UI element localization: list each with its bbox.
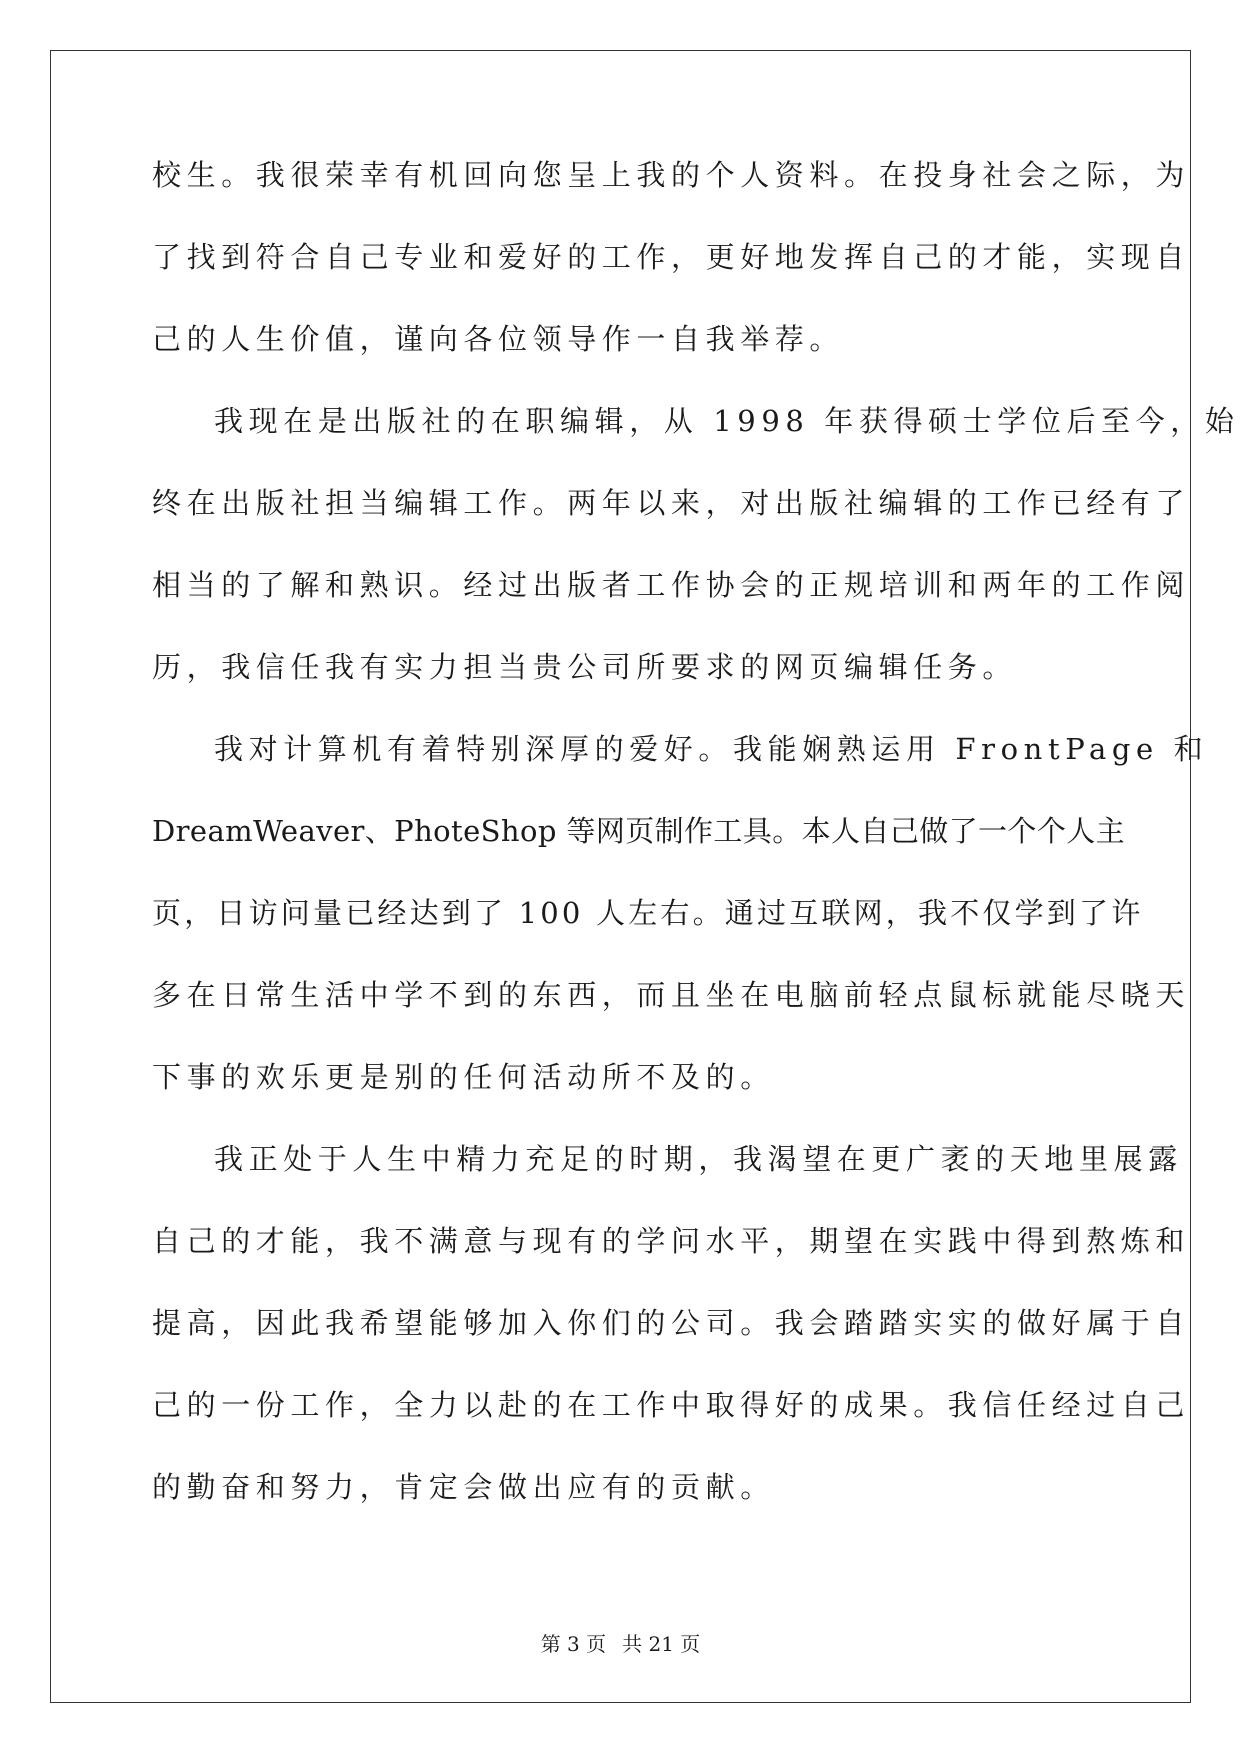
text-line: DreamWeaver、PhoteShop 等网页制作工具。本人自己做了一个个人主 [152,814,1126,848]
text-line: 提高，因此我希望能够加入你们的公司。我会踏踏实实的做好属于自 [152,1306,1191,1340]
document-body [152,158,1240,1554]
text-line: 相当的了解和熟识。经过出版者工作协会的正规培训和两年的工作阅 [152,568,1191,602]
text-line: 了找到符合自己专业和爱好的工作，更好地发挥自己的才能，实现自 [152,240,1191,274]
text-line: 下事的欢乐更是别的任何活动所不及的。 [152,1060,775,1094]
text-line: 己的人生价值，谨向各位领导作一自我举荐。 [152,322,845,356]
page-footer [0,1628,1241,1657]
text-line: 的勤奋和努力，肯定会做出应有的贡献。 [152,1470,775,1504]
text-line: 校生。我很荣幸有机回向您呈上我的个人资料。在投身社会之际，为 [152,158,1191,192]
page-total: 共 21 页 [622,1632,701,1656]
text-line: 自己的才能，我不满意与现有的学问水平，期望在实践中得到熬炼和 [152,1224,1191,1258]
text-line: 我对计算机有着特别深厚的爱好。我能娴熟运用 FrontPage 和 [214,732,1209,766]
text-line: 己的一份工作，全力以赴的在工作中取得好的成果。我信任经过自己 [152,1388,1191,1422]
text-line: 终在出版社担当编辑工作。两年以来，对出版社编辑的工作已经有了 [152,486,1191,520]
text-line: 历，我信任我有实力担当贵公司所要求的网页编辑任务。 [152,650,1018,684]
page-number: 第 3 页 [540,1632,607,1656]
text-line: 页，日访问量已经达到了 100 人左右。通过互联网，我不仅学到了许 [152,896,1144,930]
text-line: 我正处于人生中精力充足的时期，我渴望在更广袤的天地里展露 [214,1142,1183,1176]
text-line: 我现在是出版社的在职编辑，从 1998 年获得硕士学位后至今，始 [214,404,1240,438]
text-line: 多在日常生活中学不到的东西，而且坐在电脑前轻点鼠标就能尽晓天 [152,978,1191,1012]
